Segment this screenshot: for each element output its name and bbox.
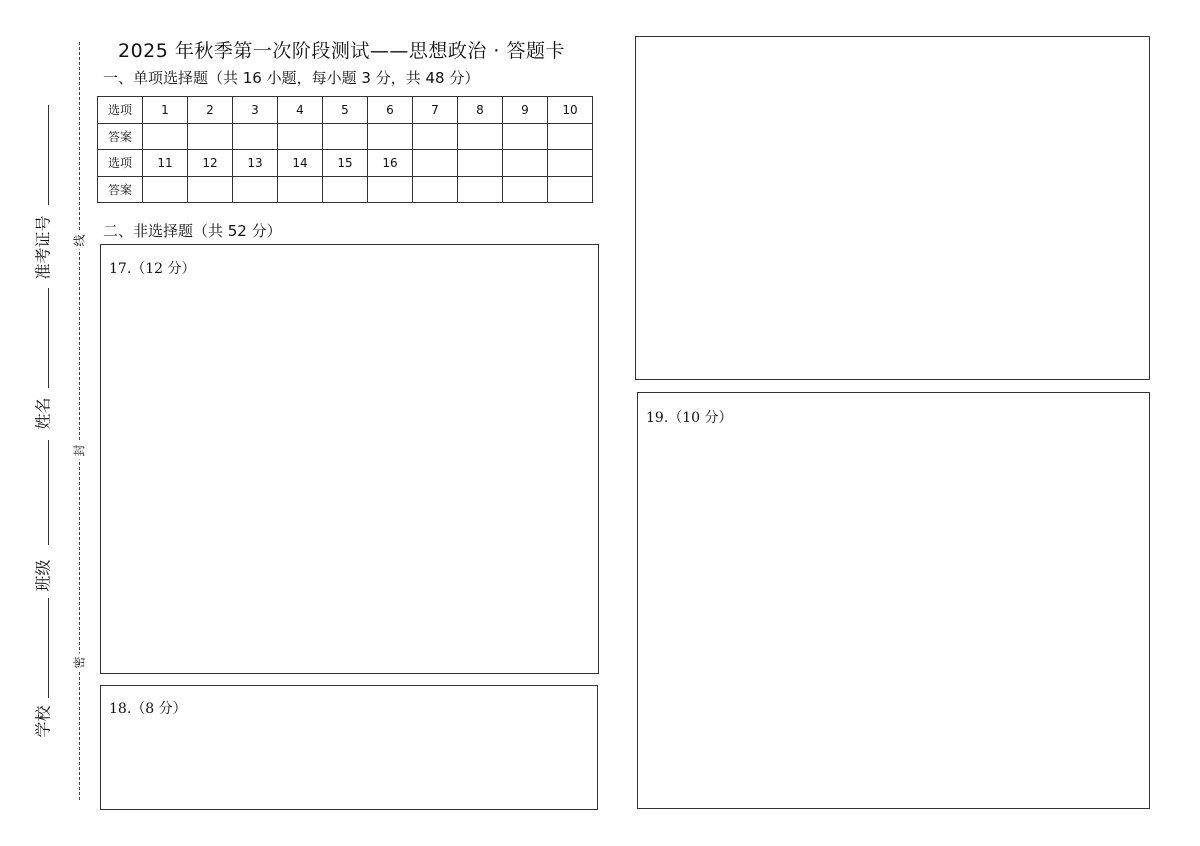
question-number: 6	[368, 97, 413, 124]
answer-cell[interactable]	[143, 123, 188, 150]
answer-cell[interactable]	[458, 123, 503, 150]
seal-mark-secret: 密	[71, 654, 88, 672]
question-number: 11	[143, 150, 188, 177]
seal-mark-line: 线	[71, 232, 88, 250]
empty-cell	[458, 176, 503, 203]
question-number: 9	[503, 97, 548, 124]
answer-box-q18[interactable]	[100, 685, 598, 810]
answer-cell[interactable]	[368, 123, 413, 150]
question-number: 7	[413, 97, 458, 124]
question-number: 4	[278, 97, 323, 124]
answer-cell[interactable]	[188, 123, 233, 150]
empty-cell	[503, 150, 548, 177]
question-number: 1	[143, 97, 188, 124]
answer-cell[interactable]	[278, 123, 323, 150]
section1-heading: 一、单项选择题（共 16 小题，每小题 3 分，共 48 分）	[103, 69, 480, 87]
question-number: 10	[548, 97, 593, 124]
section2-heading: 二、非选择题（共 52 分）	[103, 222, 282, 240]
question-number: 12	[188, 150, 233, 177]
question-number: 3	[233, 97, 278, 124]
question-number: 15	[323, 150, 368, 177]
question-label-q19: 19.（10 分）	[646, 410, 733, 426]
question-number: 8	[458, 97, 503, 124]
empty-cell	[548, 176, 593, 203]
field-exam-id-line	[48, 105, 49, 205]
answer-cell[interactable]	[413, 123, 458, 150]
row-label-answer: 答案	[98, 123, 143, 150]
question-number: 5	[323, 97, 368, 124]
field-class-label: 班级	[33, 559, 53, 592]
empty-cell	[458, 150, 503, 177]
answer-cell[interactable]	[143, 176, 188, 203]
seal-mark-seal: 封	[71, 442, 88, 460]
answer-box-q17[interactable]	[100, 244, 599, 674]
answer-cell[interactable]	[503, 123, 548, 150]
answer-box-q19[interactable]	[637, 392, 1150, 809]
answer-cell[interactable]	[368, 176, 413, 203]
empty-cell	[413, 176, 458, 203]
question-number: 13	[233, 150, 278, 177]
field-class-line	[48, 440, 49, 545]
seal-line	[79, 42, 80, 800]
question-number: 14	[278, 150, 323, 177]
answer-grid	[97, 96, 593, 203]
page-title: 2025 年秋季第一次阶段测试——思想政治 · 答题卡	[118, 40, 566, 62]
field-exam-id-label: 准考证号	[33, 215, 53, 280]
field-name-label: 姓名	[33, 397, 53, 430]
empty-cell	[548, 150, 593, 177]
answer-cell[interactable]	[323, 176, 368, 203]
table-row	[98, 150, 593, 177]
table-row	[98, 176, 593, 203]
row-label-answer: 答案	[98, 176, 143, 203]
answer-cell[interactable]	[323, 123, 368, 150]
field-school-label: 学校	[33, 705, 53, 738]
question-number: 2	[188, 97, 233, 124]
empty-cell	[413, 150, 458, 177]
question-label-q17: 17.（12 分）	[109, 261, 196, 277]
empty-cell	[503, 176, 548, 203]
table-row	[98, 123, 593, 150]
answer-cell[interactable]	[233, 176, 278, 203]
question-number: 16	[368, 150, 413, 177]
table-row	[98, 97, 593, 124]
field-school-line	[48, 598, 49, 698]
row-label-option: 选项	[98, 150, 143, 177]
row-label-option: 选项	[98, 97, 143, 124]
answer-box-q18-continued[interactable]	[635, 36, 1150, 380]
answer-cell[interactable]	[278, 176, 323, 203]
field-name-line	[48, 288, 49, 388]
question-label-q18: 18.（8 分）	[109, 701, 187, 717]
answer-cell[interactable]	[188, 176, 233, 203]
answer-cell[interactable]	[548, 123, 593, 150]
answer-cell[interactable]	[233, 123, 278, 150]
